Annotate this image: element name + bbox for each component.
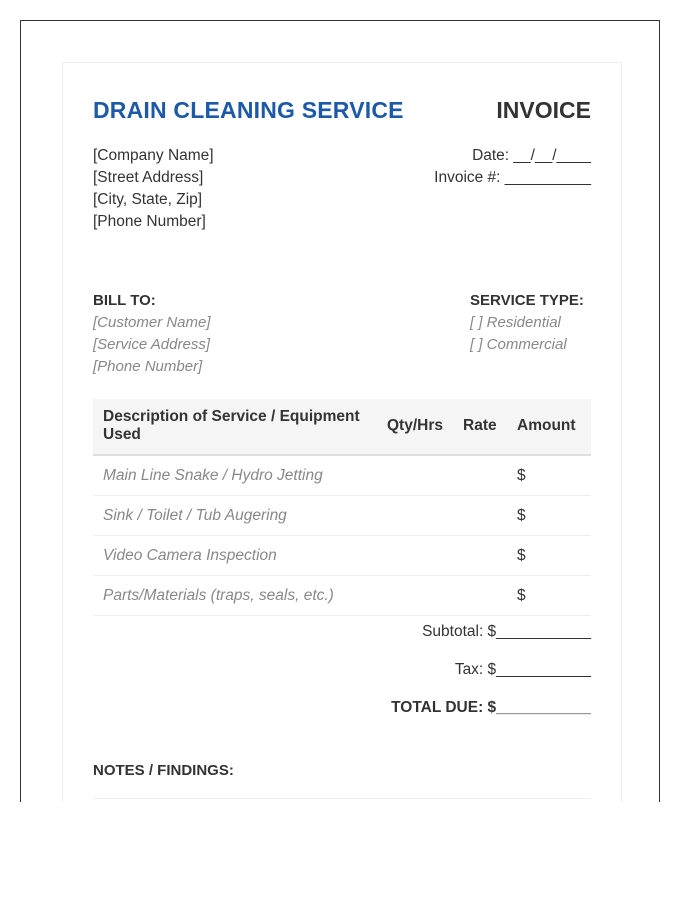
row-rate (453, 576, 507, 616)
totals-section (291, 623, 591, 737)
row-description: Video Camera Inspection (93, 536, 379, 576)
row-qty (379, 536, 453, 576)
service-type-heading: SERVICE TYPE: (470, 292, 584, 309)
column-header-amount: Amount (507, 399, 591, 455)
table-header-row (93, 399, 591, 455)
invoice-number-field: Invoice #: __________ (434, 169, 591, 186)
company-city: [City, State, Zip] (93, 191, 203, 208)
column-header-rate: Rate (453, 399, 507, 455)
row-amount: $ (507, 536, 591, 576)
invoice-sheet (62, 62, 622, 802)
row-description: Sink / Toilet / Tub Augering (93, 496, 379, 536)
company-street: [Street Address] (93, 169, 204, 186)
row-amount: $ (507, 576, 591, 616)
total-due-line: TOTAL DUE: $___________ (391, 699, 591, 716)
row-description: Main Line Snake / Hydro Jetting (93, 455, 379, 496)
row-amount: $ (507, 455, 591, 496)
service-type-section (470, 290, 584, 356)
row-rate (453, 496, 507, 536)
notes-box (93, 798, 591, 802)
services-table (93, 399, 591, 616)
table-row (93, 536, 591, 576)
tax-line: Tax: $___________ (454, 661, 591, 678)
customer-name: [Customer Name] (93, 314, 211, 331)
service-address: [Service Address] (93, 336, 210, 353)
page-frame (20, 20, 660, 802)
company-info (93, 145, 214, 233)
row-rate (453, 455, 507, 496)
table-row (93, 455, 591, 496)
bill-to-section (93, 290, 211, 378)
row-qty (379, 455, 453, 496)
row-rate (453, 536, 507, 576)
row-description: Parts/Materials (traps, seals, etc.) (93, 576, 379, 616)
company-name: [Company Name] (93, 147, 214, 164)
row-amount: $ (507, 496, 591, 536)
bill-to-heading: BILL TO: (93, 292, 156, 309)
column-header-description: Description of Service / Equipment Used (93, 399, 379, 455)
notes-heading: NOTES / FINDINGS: (93, 762, 234, 779)
service-option-residential: [ ] Residential (470, 314, 561, 331)
table-row (93, 496, 591, 536)
company-phone: [Phone Number] (93, 213, 206, 230)
row-qty (379, 576, 453, 616)
subtotal-line: Subtotal: $___________ (422, 623, 591, 640)
row-qty (379, 496, 453, 536)
column-header-qty: Qty/Hrs (379, 399, 453, 455)
invoice-heading: INVOICE (496, 97, 591, 123)
invoice-meta (434, 145, 591, 189)
table-row (93, 576, 591, 616)
customer-phone: [Phone Number] (93, 358, 203, 375)
date-field: Date: __/__/____ (472, 147, 591, 164)
service-title: DRAIN CLEANING SERVICE (93, 97, 404, 123)
service-option-commercial: [ ] Commercial (470, 336, 567, 353)
